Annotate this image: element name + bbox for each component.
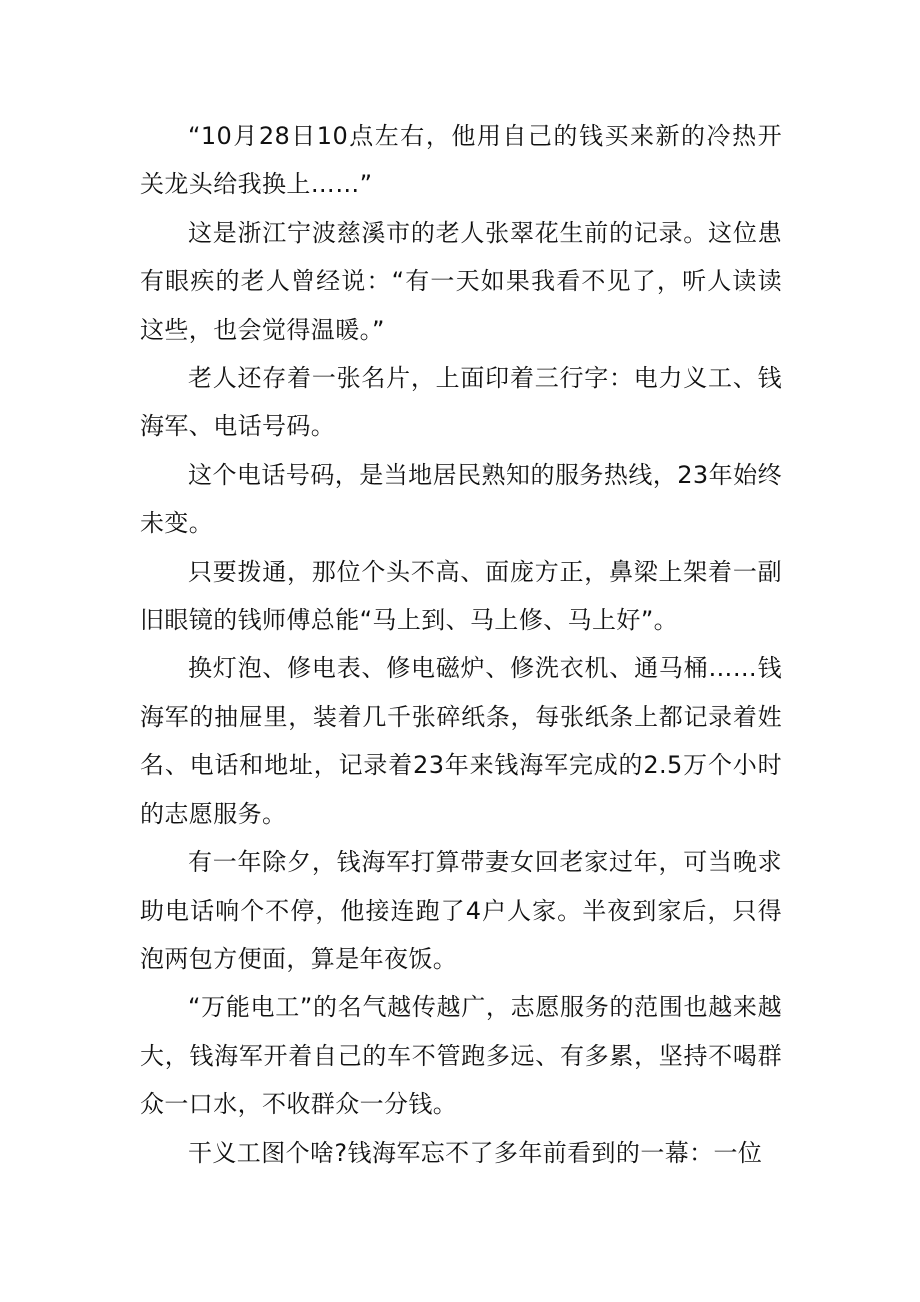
- paragraph-6: 换灯泡、修电表、修电磁炉、修洗衣机、通马桶……钱海军的抽屉里，装着几千张碎纸条，每张纸条上都记录着姓名、电话和地址，记录着23年来钱海军完成的2.5万个小时的志愿服务。: [140, 654, 782, 828]
- paragraph-1: “10月28日10点左右，他用自己的钱买来新的冷热开关龙头给我换上……”: [140, 122, 782, 199]
- paragraph-5: 只要拨通，那位个头不高、面庞方正，鼻梁上架着一副旧眼镜的钱师傅总能“马上到、马上修、马上好”。: [140, 557, 782, 635]
- paragraph-7: 有一年除夕，钱海军打算带妻女回老家过年，可当晚求助电话响个不停，他接连跑了4户人家。半夜到家后，只得泡两包方便面，算是年夜饭。: [140, 848, 782, 973]
- paragraph-9: 干义工图个啥?钱海军忘不了多年前看到的一幕：一位: [188, 1138, 763, 1167]
- paragraph-8: “万能电工”的名气越传越广，志愿服务的范围也越来越大，钱海军开着自己的车不管跑多远、有多累，坚持不喝群众一口水，不收群众一分钱。: [140, 993, 782, 1119]
- paragraph-4: 这个电话号码，是当地居民熟知的服务热线，23年始终未变。: [140, 460, 782, 538]
- paragraph-2: 这是浙江宁波慈溪市的老人张翠花生前的记录。这位患有眼疾的老人曾经说：“有一天如果我看不见了，听人读读这些，也会觉得温暖。”: [140, 218, 782, 344]
- article-body: [140, 112, 782, 1177]
- paragraph-3: 老人还存着一张名片，上面印着三行字：电力义工、钱海军、电话号码。: [140, 364, 782, 441]
